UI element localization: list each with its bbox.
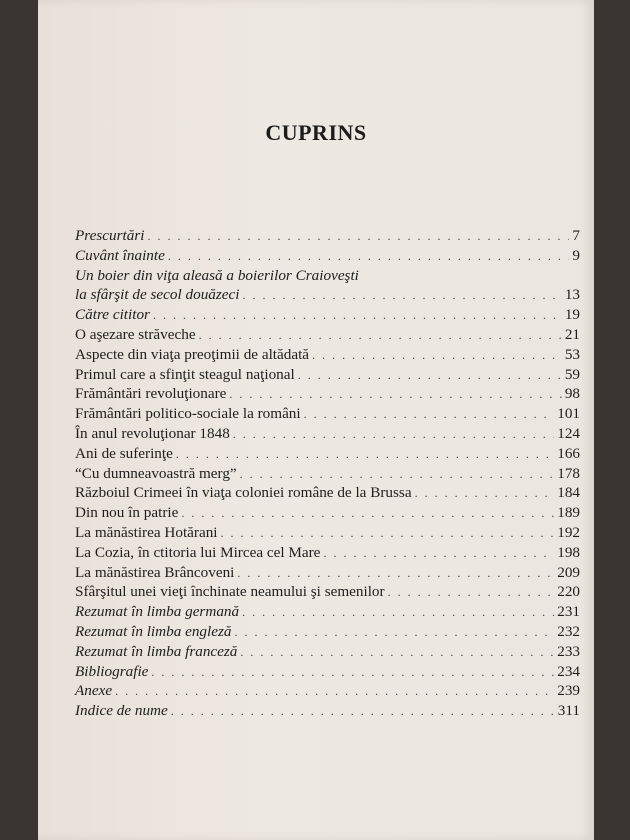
toc-entry [75,602,580,622]
toc-entry-page-number: 233 [557,642,580,660]
dot-leader [298,366,562,386]
toc-entry [75,444,580,464]
toc-entry [75,246,580,266]
toc-entry-page-number: 59 [564,365,580,383]
toc-entry [75,701,580,721]
toc-entry-page-number: 178 [557,464,580,482]
toc-entry-title: În anul revoluţionar 1848 [75,424,230,442]
toc-entry-title: Sfârşitul unei vieţi închinate neamului şi semenilor [75,583,385,601]
toc-entry-title: La mănăstirea Brâncoveni [75,563,235,581]
toc-entry [75,345,580,365]
toc-entry-page-number: 184 [557,484,580,502]
toc-entry-page-number: 239 [557,682,580,700]
toc-entry-page-number: 189 [557,504,580,522]
toc-entry-title: Bibliografie [75,662,149,680]
toc-entry [75,384,580,404]
toc-entry [75,642,580,662]
toc-entry-title: Primul care a sfinţit steagul naţional [75,365,295,383]
toc-entry [75,563,580,583]
toc-entry-title: Frământări politico-sociale la români [75,405,301,423]
toc-entry [75,662,580,682]
toc-entry-page-number: 101 [557,405,580,423]
toc-entry-page-number: 192 [557,523,580,541]
toc-entry-page-number: 166 [557,444,580,462]
dot-leader [151,663,554,683]
toc-entry-page-number: 124 [557,424,580,442]
toc-entry-page-number: 98 [564,385,580,403]
toc-entry-page-number: 9 [572,246,580,264]
toc-entry-title: la sfârşit de secol douăzeci [75,286,240,304]
toc-entry-title: Ani de suferinţe [75,444,173,462]
toc-entry [75,365,580,385]
toc-entry-page-number: 198 [557,543,580,561]
toc-entry-title: Rezumat în limba franceză [75,642,238,660]
toc-entry [75,325,580,345]
dot-leader [312,346,562,366]
toc-entry-title: Rezumat în limba engleză [75,622,232,640]
dot-leader [153,306,562,326]
dot-leader [171,702,555,722]
toc-entry-page-number: 209 [557,563,580,581]
toc-entry-page-number: 7 [572,227,580,244]
toc-entry [75,305,580,325]
dot-leader [229,385,561,405]
page-title: CUPRINS [265,120,367,145]
toc-entry-title: La mănăstirea Hotărani [75,523,218,541]
toc-entry-title: Aspecte din viaţa preoţimii de altădată [75,345,310,363]
book-page [38,0,594,840]
toc-entry [75,404,580,424]
dot-leader [240,643,554,663]
toc-entry [75,285,580,305]
dot-leader [388,583,555,603]
toc-entry-page-number: 19 [564,306,580,324]
dot-leader [221,524,555,544]
toc-entry-title: Un boier din viţa aleasă a boierilor Craioveşti [75,266,359,284]
toc-entry [75,424,580,444]
dot-leader [199,326,562,346]
dot-leader [237,564,554,584]
dot-leader [168,247,570,267]
toc-entry-title: Frământări revoluţionare [75,385,227,403]
dot-leader [242,603,554,623]
toc-entry-page-number: 234 [557,662,580,680]
toc-entry-page-number: 232 [557,622,580,640]
toc-entry-title: Către cititor [75,306,150,324]
toc-entry [75,523,580,543]
dot-leader [181,504,554,524]
toc-entry-page-number: 231 [557,603,580,621]
toc-entry-title: “Cu dumneavoastră merg” [75,464,237,482]
toc-entry-title: Războiul Crimeei în viaţa coloniei române de la Brussa [75,484,412,502]
toc-entry-title: Indice de nume [75,702,168,720]
toc-entry-title: O aşezare străveche [75,325,196,343]
dot-leader [243,286,562,306]
toc-entry-title: Anexe [75,682,113,700]
dot-leader [235,623,555,643]
table-of-contents [75,226,580,721]
dot-leader [415,484,555,504]
dot-leader [233,425,554,445]
toc-entry-page-number: 220 [557,583,580,601]
dot-leader [115,682,554,702]
dot-leader [240,465,555,485]
toc-entry-page-number: 53 [564,345,580,363]
toc-entry-page-number: 311 [557,702,580,720]
toc-entry [75,226,580,246]
dot-leader [323,544,554,564]
toc-entry [75,622,580,642]
dot-leader [147,227,569,247]
toc-entry [75,464,580,484]
toc-entry [75,483,580,503]
toc-entry-title: Cuvânt înainte [75,246,165,264]
toc-entry [75,543,580,563]
toc-entry [75,266,580,286]
toc-entry [75,503,580,523]
toc-entry [75,582,580,602]
dot-leader [176,445,554,465]
toc-entry [75,681,580,701]
toc-entry-title: Prescurtări [75,227,145,244]
toc-entry-page-number: 13 [564,286,580,304]
dot-leader [304,405,555,425]
toc-entry-title: La Cozia, în ctitoria lui Mircea cel Mare [75,543,321,561]
toc-entry-title: Din nou în patrie [75,504,179,522]
toc-entry-title: Rezumat în limba germană [75,603,240,621]
toc-entry-page-number: 21 [564,325,580,343]
